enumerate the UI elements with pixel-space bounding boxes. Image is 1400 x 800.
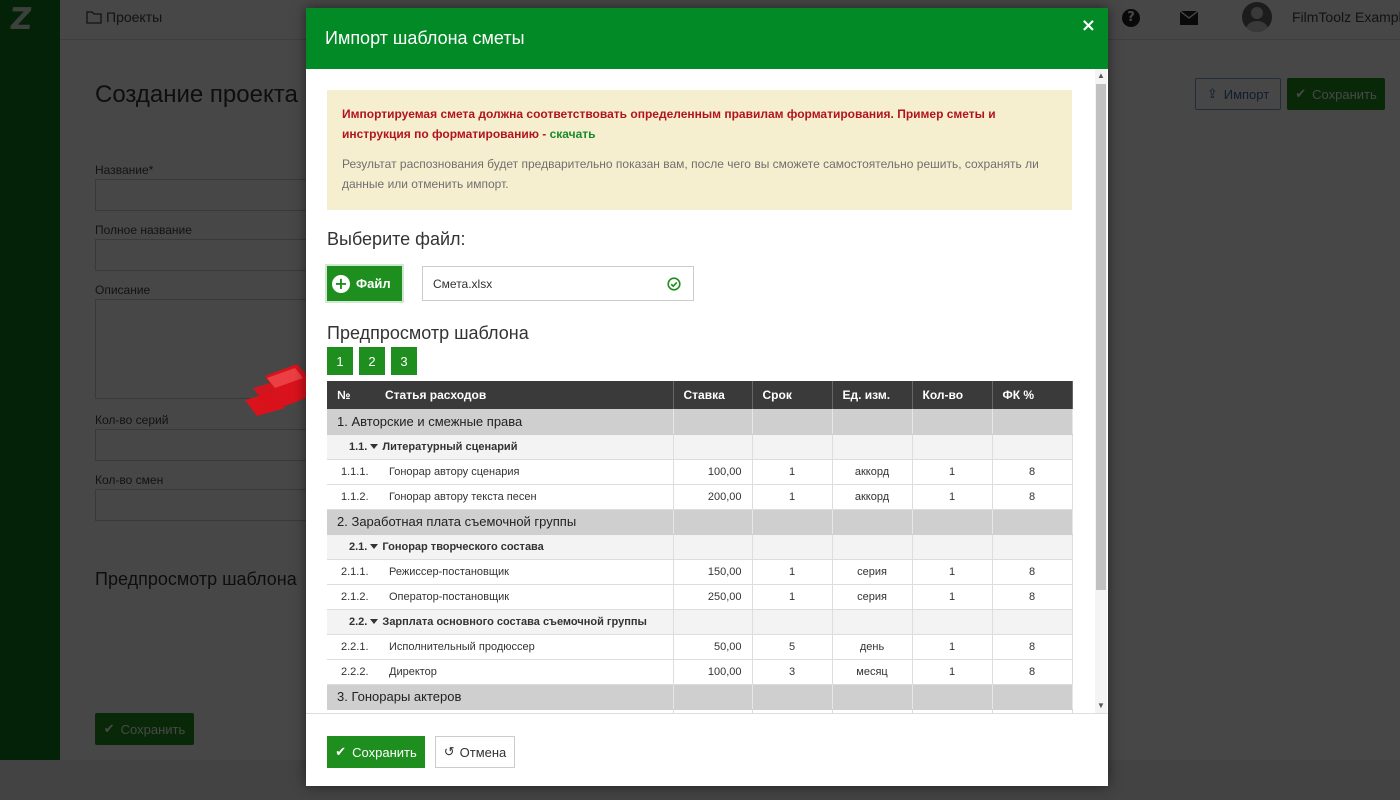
modal-cancel-label: Отмена: [459, 744, 507, 760]
cell-qty: 1: [912, 559, 992, 584]
scroll-thumb[interactable]: [1096, 84, 1106, 590]
cell-fk: 8: [992, 659, 1072, 684]
cell-unit: серия: [832, 584, 912, 609]
modal-save-button[interactable]: [327, 736, 425, 768]
cell-qty: 1: [912, 459, 992, 484]
cell-rate: 100,00: [673, 459, 752, 484]
cell-rate: 200,00: [673, 484, 752, 509]
caret-down-icon[interactable]: [370, 619, 378, 624]
cell-fk: 8: [992, 559, 1072, 584]
cell-qty: 1: [912, 584, 992, 609]
cell-item: 2.2.1. Исполнительный продюссер: [327, 634, 673, 659]
table-row: [327, 684, 1072, 709]
table-row: [327, 609, 1072, 634]
modal-body: [306, 69, 1108, 713]
table-row: [327, 409, 1072, 434]
header-item[interactable]: [327, 381, 673, 409]
cell-rate: 250,00: [673, 584, 752, 609]
cell-fk: 8: [992, 459, 1072, 484]
cell-item: 2. Заработная плата съемочной группы: [327, 509, 673, 534]
header-qty[interactable]: Кол-во: [912, 381, 992, 409]
cell-rate: 100,00: [673, 659, 752, 684]
caret-down-icon[interactable]: [370, 544, 378, 549]
caret-down-icon[interactable]: [370, 444, 378, 449]
table-row: [327, 434, 1072, 459]
table-header-row: [327, 381, 1072, 409]
header-num: №: [337, 388, 351, 402]
modal-title: Импорт шаблона сметы: [325, 28, 525, 48]
cell-term: 1: [752, 584, 832, 609]
modal-footer: [306, 713, 1108, 786]
file-name-field[interactable]: [422, 266, 694, 301]
check-circle-icon: [667, 277, 681, 291]
table-row: [327, 634, 1072, 659]
choose-file-label: Выберите файл:: [327, 229, 466, 249]
table-row: [327, 659, 1072, 684]
cell-fk: 8: [992, 634, 1072, 659]
alert-warning-text: Импортируемая смета должна соответствовать определенным правилам форматирования. Пример сметы и инструкция по форматированию -: [342, 107, 996, 141]
undo-icon: ↺: [443, 744, 455, 759]
preview-title: Предпросмотр шаблона: [327, 323, 529, 343]
scroll-down-icon[interactable]: ▼: [1097, 701, 1105, 710]
cell-term: 1: [752, 559, 832, 584]
cell-item: 2.1. Гонорар творческого состава: [327, 534, 673, 559]
table-row: [327, 459, 1072, 484]
close-icon[interactable]: ×: [1080, 15, 1096, 36]
cell-unit: аккорд: [832, 459, 912, 484]
download-link[interactable]: скачать: [549, 127, 596, 141]
format-alert: [327, 90, 1072, 210]
modal-header: [306, 8, 1108, 69]
cell-term: 5: [752, 634, 832, 659]
header-term[interactable]: Срок: [752, 381, 832, 409]
cell-term: 1: [752, 459, 832, 484]
table-row: [327, 534, 1072, 559]
file-button[interactable]: [327, 266, 402, 301]
cell-unit: день: [832, 634, 912, 659]
file-name: Смета.xlsx: [433, 277, 493, 291]
cell-item: 2.2.2. Директор: [327, 659, 673, 684]
check-icon: ✔: [335, 744, 347, 759]
cell-item: 2.1.2. Оператор-постановщик: [327, 584, 673, 609]
cell-item: 2.1.1. Режиссер-постановщик: [327, 559, 673, 584]
cell-item: 1.1.1. Гонорар автору сценария: [327, 459, 673, 484]
page-button-2[interactable]: 2: [359, 347, 385, 375]
page-button-3[interactable]: 3: [391, 347, 417, 375]
cell-item: 1.1.2. Гонорар автору текста песен: [327, 484, 673, 509]
file-button-label: Файл: [356, 276, 391, 291]
cell-rate: 150,00: [673, 559, 752, 584]
cell-fk: 8: [992, 584, 1072, 609]
cell-fk: 8: [992, 484, 1072, 509]
header-item-label: Статья расходов: [385, 388, 487, 402]
table-row: [327, 509, 1072, 534]
modal-cancel-button[interactable]: [435, 736, 515, 768]
cell-unit: серия: [832, 559, 912, 584]
alert-warning: [342, 104, 1057, 144]
cell-unit: месяц: [832, 659, 912, 684]
preview-table: [327, 381, 1073, 713]
cell-item: 3. Гонорары актеров: [327, 684, 673, 709]
plus-circle-icon: +: [332, 275, 350, 293]
table-row: [327, 559, 1072, 584]
header-unit[interactable]: Ед. изм.: [832, 381, 912, 409]
cell-term: 1: [752, 484, 832, 509]
cell-qty: 1: [912, 634, 992, 659]
cell-item: 2.2. Зарплата основного состава съемочной группы: [327, 609, 673, 634]
cell-qty: 1: [912, 659, 992, 684]
cell-item: 1.1. Литературный сценарий: [327, 434, 673, 459]
table-row: [327, 484, 1072, 509]
modal-scrollbar[interactable]: [1095, 69, 1107, 713]
page-button-1[interactable]: 1: [327, 347, 353, 375]
scroll-up-icon[interactable]: ▲: [1097, 71, 1105, 80]
cell-unit: аккорд: [832, 484, 912, 509]
import-modal: [306, 8, 1108, 786]
cell-qty: 1: [912, 484, 992, 509]
header-fk[interactable]: ФК %: [992, 381, 1072, 409]
table-row: [327, 584, 1072, 609]
header-rate[interactable]: Ставка: [673, 381, 752, 409]
modal-save-label: Сохранить: [352, 744, 417, 760]
cell-rate: 50,00: [673, 634, 752, 659]
cell-term: 3: [752, 659, 832, 684]
cell-item: 1. Авторские и смежные права: [327, 409, 673, 434]
alert-info-text: Результат распознования будет предварительно показан вам, после чего вы сможете самостоятельно решить, сохранять ли данные или отменить импорт.: [342, 157, 1039, 191]
preview-pagination: [327, 347, 417, 375]
